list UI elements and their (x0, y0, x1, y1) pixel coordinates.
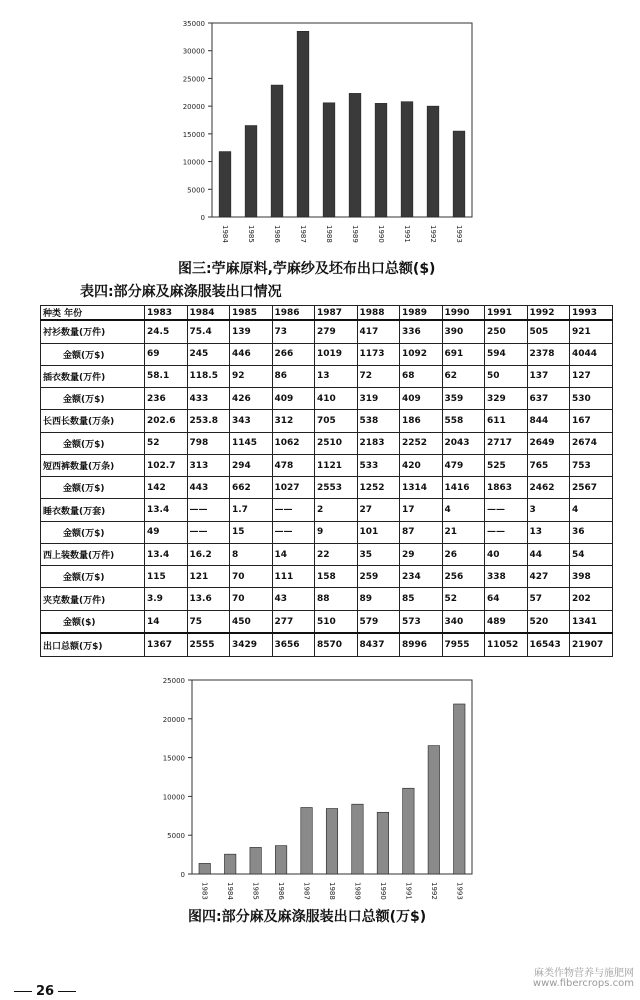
fig4-xtick-label: 1987 (302, 882, 311, 900)
fig4-bar (352, 804, 363, 874)
table-cell: 73 (272, 320, 315, 343)
figure3-svg (150, 5, 490, 255)
figure3-caption: 图三:苧麻原料,苧麻纱及坯布出口总额($) (178, 261, 436, 277)
table-cell: 1252 (357, 477, 400, 499)
fig3-xtick-label: 1987 (299, 225, 307, 243)
table-cell: 1145 (230, 432, 273, 454)
table-cell: 36 (570, 521, 613, 543)
table-cell: 1027 (272, 477, 315, 499)
table-cell: 27 (357, 499, 400, 521)
table-cell: 1062 (272, 432, 315, 454)
table-row (41, 454, 613, 476)
table-row (41, 588, 613, 610)
figure4-caption: 图四:部分麻及麻涤服装出口总额(万$) (188, 909, 427, 925)
fig3-bar (271, 85, 283, 217)
row-label: 金额($) (41, 610, 145, 633)
fig3-bar (219, 152, 231, 217)
table-cell: 87 (400, 521, 443, 543)
table-cell: 3 (527, 499, 570, 521)
fig3-bar (349, 93, 361, 217)
table-cell: 279 (315, 320, 358, 343)
table-cell: 259 (357, 566, 400, 588)
table-cell: 52 (145, 432, 188, 454)
table-cell: 329 (485, 388, 528, 410)
table-cell: 158 (315, 566, 358, 588)
table-cell: 137 (527, 365, 570, 387)
fig3-xtick-label: 1986 (273, 225, 281, 243)
table-cell: 637 (527, 388, 570, 410)
table-cell: 118.5 (187, 365, 230, 387)
year-header: 1985 (230, 306, 273, 321)
table-cell: 121 (187, 566, 230, 588)
table-cell: 245 (187, 343, 230, 365)
year-header: 1991 (485, 306, 528, 321)
table-cell: 1.7 (230, 499, 273, 521)
fig4-xtick-label: 1983 (200, 882, 209, 900)
fig3-ytick-label: 35000 (182, 20, 205, 28)
total-cell: 7955 (442, 633, 485, 656)
table-row (41, 432, 613, 454)
total-cell: 1367 (145, 633, 188, 656)
table-cell: 336 (400, 320, 443, 343)
table-cell: 9 (315, 521, 358, 543)
table-cell: 44 (527, 543, 570, 565)
table-cell: 338 (485, 566, 528, 588)
table-cell: 22 (315, 543, 358, 565)
fig4-xtick-label: 1991 (404, 882, 413, 900)
fig4-xtick-label: 1989 (353, 882, 362, 900)
table-cell: 1341 (570, 610, 613, 633)
table-row (41, 365, 613, 387)
row-label: 衬衫数量(万件) (41, 320, 145, 343)
fig4-bar (301, 807, 312, 874)
table-cell: 54 (570, 543, 613, 565)
table-cell: 340 (442, 610, 485, 633)
table-cell: 844 (527, 410, 570, 432)
dash-left (14, 991, 32, 992)
fig4-bar (250, 847, 261, 874)
table-cell: —— (187, 499, 230, 521)
table-cell: 2183 (357, 432, 400, 454)
table-row (41, 477, 613, 499)
table-cell: 2 (315, 499, 358, 521)
fig3-ytick-label: 10000 (182, 158, 205, 167)
table-total-row (41, 633, 613, 656)
table-cell: 446 (230, 343, 273, 365)
table-cell: 450 (230, 610, 273, 633)
fig3-bar (453, 131, 465, 217)
table-cell: 50 (485, 365, 528, 387)
total-cell: 8437 (357, 633, 400, 656)
table-cell: 64 (485, 588, 528, 610)
fig4-bar (275, 846, 286, 874)
table-cell: 127 (570, 365, 613, 387)
watermark-site-name: 麻类作物营养与施肥网 (534, 968, 634, 979)
table-cell: 92 (230, 365, 273, 387)
table-row (41, 610, 613, 633)
table-cell: 479 (442, 454, 485, 476)
table-cell: 1019 (315, 343, 358, 365)
table-cell: 13.4 (145, 499, 188, 521)
figure3-chart (150, 5, 490, 255)
row-label: 金额(万$) (41, 477, 145, 499)
table-cell: 69 (145, 343, 188, 365)
table-cell: 26 (442, 543, 485, 565)
table-cell: 312 (272, 410, 315, 432)
table-cell: 75 (187, 610, 230, 633)
table-row (41, 543, 613, 565)
table-cell: 3.9 (145, 588, 188, 610)
table-cell: —— (272, 521, 315, 543)
row-label: 短西裤数量(万条) (41, 454, 145, 476)
table-cell: 8 (230, 543, 273, 565)
fig3-ytick-label: 15000 (182, 130, 205, 139)
table-cell: 250 (485, 320, 528, 343)
table-cell: 558 (442, 410, 485, 432)
table-cell: 1173 (357, 343, 400, 365)
table-cell: 4044 (570, 343, 613, 365)
fig4-bar (428, 746, 439, 874)
table-cell: 86 (272, 365, 315, 387)
fig3-ytick-label: 20000 (182, 103, 205, 112)
table-cell: 101 (357, 521, 400, 543)
table-cell: 256 (442, 566, 485, 588)
table-row (41, 320, 613, 343)
table-cell: 266 (272, 343, 315, 365)
fig3-ytick-label: 0 (200, 214, 205, 222)
row-label: 长西长数量(万条) (41, 410, 145, 432)
table-cell: 505 (527, 320, 570, 343)
page-number-text: 26 (36, 984, 55, 999)
row-label: 金额(万$) (41, 388, 145, 410)
table-cell: 525 (485, 454, 528, 476)
table-cell: 2553 (315, 477, 358, 499)
fig3-bar (297, 31, 309, 217)
total-cell: 3656 (272, 633, 315, 656)
fig3-bar (375, 103, 387, 217)
table-cell: 15 (230, 521, 273, 543)
total-cell: 3429 (230, 633, 273, 656)
fig4-xtick-label: 1992 (429, 882, 438, 900)
table-cell: 142 (145, 477, 188, 499)
table-cell: 478 (272, 454, 315, 476)
fig3-ytick-label: 5000 (187, 186, 205, 195)
table-cell: 409 (400, 388, 443, 410)
table-cell: 662 (230, 477, 273, 499)
fig4-bar (199, 863, 210, 874)
table-cell: 420 (400, 454, 443, 476)
year-header: 1983 (145, 306, 188, 321)
fig4-xtick-label: 1988 (328, 882, 336, 900)
table-corner-header: 种类 年份 (41, 306, 145, 321)
fig3-xtick-label: 1984 (221, 225, 229, 243)
year-header: 1990 (442, 306, 485, 321)
table-row (41, 499, 613, 521)
table-cell: 72 (357, 365, 400, 387)
table-cell: 236 (145, 388, 188, 410)
total-cell: 21907 (570, 633, 613, 656)
table-cell: 1416 (442, 477, 485, 499)
table-cell: 13 (315, 365, 358, 387)
table-row (41, 343, 613, 365)
fig4-xtick-label: 1993 (455, 882, 464, 900)
fig3-bar (323, 103, 335, 217)
fig3-xtick-label: 1993 (455, 225, 463, 243)
table-cell: 2252 (400, 432, 443, 454)
fig4-xtick-label: 1990 (378, 882, 387, 900)
table-cell: 533 (357, 454, 400, 476)
table-cell: 88 (315, 588, 358, 610)
fig4-ytick-label: 5000 (167, 832, 185, 841)
dash-right (58, 991, 76, 992)
table-cell: 359 (442, 388, 485, 410)
table-cell: 417 (357, 320, 400, 343)
table-cell: 798 (187, 432, 230, 454)
table-cell: 426 (230, 388, 273, 410)
fig4-ytick-label: 15000 (162, 754, 185, 763)
fig3-xtick-label: 1991 (403, 225, 411, 243)
fig4-bar (377, 812, 388, 874)
fig3-xtick-label: 1990 (377, 225, 385, 243)
table-cell: 510 (315, 610, 358, 633)
table-cell: 530 (570, 388, 613, 410)
total-label: 出口总额(万$) (41, 633, 145, 656)
table-cell: 202.6 (145, 410, 188, 432)
table-cell: 62 (442, 365, 485, 387)
table4-caption: 表四:部分麻及麻涤服装出口情况 (80, 284, 282, 300)
table-cell: 57 (527, 588, 570, 610)
fig3-xtick-label: 1992 (429, 225, 437, 243)
table-row (41, 388, 613, 410)
table-cell: 4 (442, 499, 485, 521)
table-cell: 579 (357, 610, 400, 633)
row-label: 插衣数量(万件) (41, 365, 145, 387)
total-cell: 8570 (315, 633, 358, 656)
table-cell: 313 (187, 454, 230, 476)
row-label: 睡衣数量(万套) (41, 499, 145, 521)
table-cell: 1314 (400, 477, 443, 499)
table-cell: 409 (272, 388, 315, 410)
table-row (41, 566, 613, 588)
table-cell: —— (272, 499, 315, 521)
table-cell: 70 (230, 566, 273, 588)
figure4-chart (150, 670, 490, 902)
figure4-svg (150, 670, 490, 902)
total-cell: 11052 (485, 633, 528, 656)
table-cell: 89 (357, 588, 400, 610)
table-cell: 35 (357, 543, 400, 565)
year-header: 1987 (315, 306, 358, 321)
table-cell: 2378 (527, 343, 570, 365)
table-cell: 443 (187, 477, 230, 499)
year-header: 1989 (400, 306, 443, 321)
table-cell: 2567 (570, 477, 613, 499)
year-header: 1986 (272, 306, 315, 321)
table-header-row (41, 306, 613, 321)
table-cell: 343 (230, 410, 273, 432)
fig3-ytick-label: 30000 (182, 47, 205, 56)
table-cell: 115 (145, 566, 188, 588)
table-cell: 390 (442, 320, 485, 343)
page-number (10, 984, 80, 999)
fig3-bar (427, 106, 439, 217)
table-row (41, 410, 613, 432)
table-cell: 611 (485, 410, 528, 432)
table-cell: 16.2 (187, 543, 230, 565)
table-cell: 410 (315, 388, 358, 410)
table-cell: 21 (442, 521, 485, 543)
table-cell: 68 (400, 365, 443, 387)
table-cell: 691 (442, 343, 485, 365)
table-cell: 13.4 (145, 543, 188, 565)
fig3-bar (245, 126, 257, 217)
export-table (40, 305, 613, 657)
table-cell: 2649 (527, 432, 570, 454)
table-cell: 489 (485, 610, 528, 633)
table-cell: 13 (527, 521, 570, 543)
table-cell: 520 (527, 610, 570, 633)
table-cell: 234 (400, 566, 443, 588)
table-cell: 29 (400, 543, 443, 565)
table-cell: 43 (272, 588, 315, 610)
table-cell: 294 (230, 454, 273, 476)
table-cell: 24.5 (145, 320, 188, 343)
total-cell: 8996 (400, 633, 443, 656)
fig4-ytick-label: 25000 (162, 677, 185, 685)
table-cell: 277 (272, 610, 315, 633)
table-cell: 167 (570, 410, 613, 432)
total-cell: 16543 (527, 633, 570, 656)
table-cell: 2674 (570, 432, 613, 454)
watermark-url: www.fibercrops.com (532, 978, 634, 989)
table-cell: 102.7 (145, 454, 188, 476)
table-cell: 427 (527, 566, 570, 588)
table-cell: 538 (357, 410, 400, 432)
table-cell: —— (485, 499, 528, 521)
row-label: 金额(万$) (41, 521, 145, 543)
table-cell: 1863 (485, 477, 528, 499)
table-cell: —— (187, 521, 230, 543)
fig4-ytick-label: 0 (180, 871, 185, 879)
table-cell: 319 (357, 388, 400, 410)
table-cell: 139 (230, 320, 273, 343)
table-cell: 1121 (315, 454, 358, 476)
table-cell: 253.8 (187, 410, 230, 432)
row-label: 金额(万$) (41, 343, 145, 365)
table-cell: 58.1 (145, 365, 188, 387)
year-header: 1984 (187, 306, 230, 321)
table-cell: 2043 (442, 432, 485, 454)
table-cell: 765 (527, 454, 570, 476)
row-label: 西上装数量(万件) (41, 543, 145, 565)
table-cell: 573 (400, 610, 443, 633)
row-label: 金额(万$) (41, 566, 145, 588)
year-header: 1988 (357, 306, 400, 321)
fig3-ytick-label: 25000 (182, 75, 205, 84)
row-label: 夹克数量(万件) (41, 588, 145, 610)
year-header: 1992 (527, 306, 570, 321)
table-cell: 2717 (485, 432, 528, 454)
table-cell: 594 (485, 343, 528, 365)
fig4-bar (454, 704, 465, 874)
table-cell: 705 (315, 410, 358, 432)
fig3-xtick-label: 1988 (325, 225, 333, 243)
table-cell: 202 (570, 588, 613, 610)
table-cell: 52 (442, 588, 485, 610)
table-cell: 1092 (400, 343, 443, 365)
table-cell: 17 (400, 499, 443, 521)
fig4-ytick-label: 10000 (162, 793, 185, 802)
table-cell: 186 (400, 410, 443, 432)
table-cell: 111 (272, 566, 315, 588)
fig4-bar (326, 809, 337, 874)
row-label: 金额(万$) (41, 432, 145, 454)
fig4-xtick-label: 1984 (226, 882, 235, 900)
fig3-xtick-label: 1985 (247, 225, 255, 243)
fig4-bar (224, 854, 235, 874)
table-cell: 49 (145, 521, 188, 543)
fig3-bar (401, 102, 413, 217)
table-cell: 753 (570, 454, 613, 476)
table-cell: —— (485, 521, 528, 543)
fig4-ytick-label: 20000 (162, 715, 185, 724)
year-header: 1993 (570, 306, 613, 321)
table-cell: 75.4 (187, 320, 230, 343)
table-cell: 4 (570, 499, 613, 521)
table-cell: 2462 (527, 477, 570, 499)
table-cell: 70 (230, 588, 273, 610)
table-cell: 398 (570, 566, 613, 588)
table-cell: 921 (570, 320, 613, 343)
fig4-bar (403, 788, 414, 874)
table-cell: 14 (272, 543, 315, 565)
fig3-xtick-label: 1989 (351, 225, 359, 243)
table-cell: 85 (400, 588, 443, 610)
fig4-xtick-label: 1986 (277, 882, 286, 900)
table-cell: 40 (485, 543, 528, 565)
fig4-xtick-label: 1985 (251, 882, 260, 900)
table-cell: 13.6 (187, 588, 230, 610)
total-cell: 2555 (187, 633, 230, 656)
table-cell: 2510 (315, 432, 358, 454)
table-cell: 433 (187, 388, 230, 410)
table-row (41, 521, 613, 543)
table-cell: 14 (145, 610, 188, 633)
